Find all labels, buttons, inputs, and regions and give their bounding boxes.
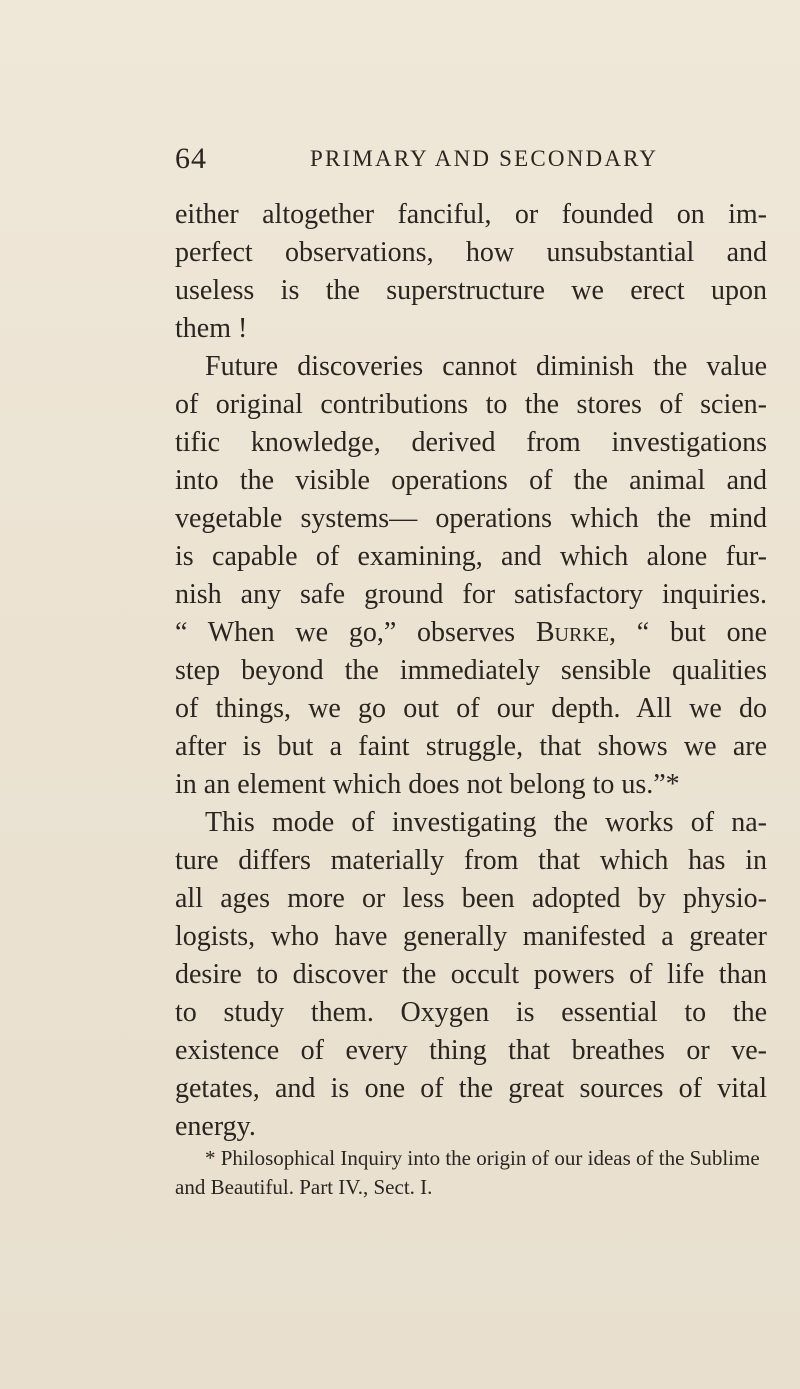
text-line — [175, 614, 767, 652]
text-line: after is but a faint struggle, that shows we are — [175, 731, 767, 762]
footnote-line: * Philosophical Inquiry into the origin of our ideas of the Sublime — [205, 1146, 760, 1170]
footnote-line: and Beautiful. Part IV., Sect. I. — [175, 1175, 433, 1199]
text-line: to study them. Oxygen is essential to the — [175, 997, 767, 1028]
running-head: PRIMARY AND SECONDARY — [310, 146, 659, 171]
text-line: into the visible operations of the animal and — [175, 465, 767, 496]
text-line: existence of every thing that breathes or ve- — [175, 1035, 767, 1066]
text-line: is capable of examining, and which alone fur- — [175, 541, 767, 572]
page-header — [175, 142, 735, 182]
text-line: in an element which does not belong to us.”* — [175, 769, 680, 800]
text-line: nish any safe ground for satisfactory inquiries. — [175, 579, 767, 610]
text-line: getates, and is one of the great sources of vital — [175, 1073, 767, 1104]
text-line: tific knowledge, derived from investigations — [175, 427, 767, 458]
text-line: of things, we go out of our depth. All we do — [175, 693, 767, 724]
text-line: of original contributions to the stores of scien- — [175, 389, 767, 420]
text-line: vegetable systems— operations which the mind — [175, 503, 767, 534]
text-line: all ages more or less been adopted by physio- — [175, 883, 767, 914]
text-segment: , “ but one — [608, 617, 768, 648]
text-line: This mode of investigating the works of na- — [205, 807, 767, 838]
text-line: step beyond the immediately sensible qualities — [175, 655, 767, 686]
footnote — [175, 1144, 767, 1202]
author-name: Burke — [535, 617, 609, 648]
text-line: energy. — [175, 1111, 256, 1142]
text-line: either altogether fanciful, or founded on im- — [175, 199, 767, 230]
text-segment: “ When we go,” observes — [175, 617, 536, 648]
text-line: perfect observations, how unsubstantial and — [175, 237, 767, 268]
text-line: them ! — [175, 313, 248, 344]
text-line: Future discoveries cannot diminish the value — [205, 351, 767, 382]
page-number: 64 — [175, 142, 207, 175]
body-text — [175, 196, 767, 1146]
text-line: ture differs materially from that which has in — [175, 845, 767, 876]
text-line: useless is the superstructure we erect upon — [175, 275, 767, 306]
text-line: logists, who have generally manifested a greater — [175, 921, 767, 952]
text-line: desire to discover the occult powers of life than — [175, 959, 767, 990]
